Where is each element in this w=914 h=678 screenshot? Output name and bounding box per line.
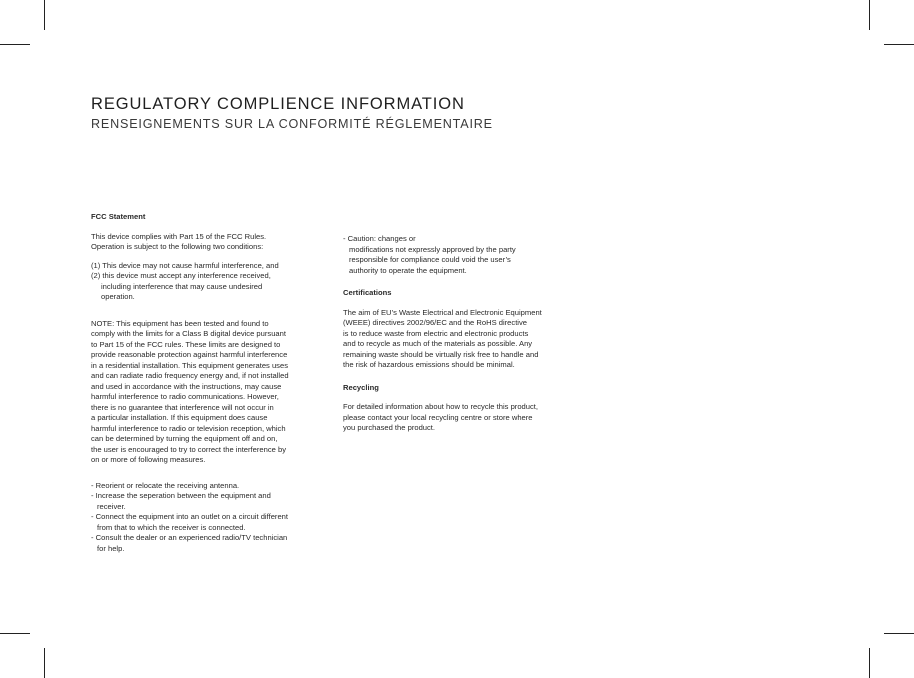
fcc-measure-line: - Increase the seperation between the equipment and: [91, 491, 271, 500]
fcc-note-line: the user is encouraged to try to correct the interference by: [91, 444, 287, 454]
fcc-note-line: a particular installation. If this equipment does cause: [91, 413, 268, 422]
fcc-condition-line: operation.: [101, 292, 135, 301]
caution-line: - Caution: changes or: [343, 234, 416, 243]
crop-mark-top-right-horizontal: [884, 44, 914, 45]
fcc-note-line: there is no guarantee that interference will not occur in: [91, 402, 274, 412]
recycling-line: you purchased the product.: [343, 423, 436, 432]
certifications-line: The aim of EU’s Waste Electrical and Electronic Equipment: [343, 307, 542, 317]
caution-line: responsible for compliance could void the user’s: [349, 255, 511, 264]
fcc-note-line: harmful interference to radio or television reception, which: [91, 423, 286, 433]
crop-mark-bottom-left-vertical: [44, 648, 45, 678]
fcc-note-line: provide reasonable protection against harmful interference: [91, 350, 288, 359]
crop-mark-bottom-left-horizontal: [0, 633, 30, 634]
page-subtitle: RENSEIGNEMENTS SUR LA CONFORMITÉ RÉGLEMENTAIRE: [91, 117, 493, 131]
fcc-note-line: can be determined by turning the equipment off and on,: [91, 434, 278, 443]
page-title: REGULATORY COMPLIENCE INFORMATION: [91, 95, 465, 113]
fcc-measure-line: - Connect the equipment into an outlet on a circuit different: [91, 512, 288, 521]
caution-line: modifications not expressly approved by the party: [349, 244, 516, 254]
fcc-measure-line: from that to which the receiver is connected.: [97, 522, 246, 532]
spacer: [91, 303, 323, 313]
fcc-note-line: and can radiate radio frequency energy and, if not installed: [91, 371, 289, 380]
caution-block: [343, 234, 575, 276]
certifications-text: [343, 308, 575, 371]
caution-line: authority to operate the equipment.: [349, 265, 467, 275]
fcc-condition-line: including interference that may cause undesired: [101, 281, 263, 291]
fcc-note-line: and used in accordance with the instructions, may cause: [91, 381, 282, 391]
crop-mark-bottom-right-horizontal: [884, 633, 914, 634]
fcc-heading: FCC Statement: [91, 212, 146, 221]
fcc-note-line: comply with the limits for a Class B digital device pursuant: [91, 329, 286, 338]
certifications-line: the risk of hazardous emissions should be minimal.: [343, 360, 515, 369]
fcc-measure-line: receiver.: [97, 501, 126, 511]
fcc-intro-line: This device complies with Part 15 of the FCC Rules.: [91, 231, 267, 241]
fcc-conditions: [91, 261, 323, 303]
recycling-line: please contact your local recycling centre or store where: [343, 412, 533, 422]
certifications-line: is to reduce waste from electric and electronic products: [343, 328, 529, 338]
certifications-line: and to recycle as much of the materials as possible. Any: [343, 339, 533, 348]
fcc-column: [91, 212, 323, 554]
certifications-heading: Certifications: [343, 288, 392, 297]
fcc-measure-line: for help.: [97, 543, 125, 553]
certifications-line: remaining waste should be virtually risk free to handle and: [343, 349, 539, 359]
compliance-column: [343, 234, 575, 434]
fcc-note: [91, 319, 323, 466]
recycling-heading: Recycling: [343, 382, 379, 392]
recycling-text: [343, 402, 575, 434]
spacer: [91, 466, 323, 476]
fcc-note-line: to Part 15 of the FCC rules. These limits are designed to: [91, 339, 281, 349]
fcc-intro-line: Operation is subject to the following two conditions:: [91, 242, 264, 251]
crop-mark-bottom-right-vertical: [869, 648, 870, 678]
crop-mark-top-left-horizontal: [0, 44, 30, 45]
fcc-condition-line: (1) This device may not cause harmful interference, and: [91, 260, 279, 270]
recycling-line: For detailed information about how to recycle this product,: [343, 402, 539, 411]
fcc-note-line: NOTE: This equipment has been tested and found to: [91, 318, 269, 328]
fcc-note-line: harmful interference to radio communications. However,: [91, 392, 279, 401]
certifications-line: (WEEE) directives 2002/96/EC and the RoHS directive: [343, 318, 528, 327]
fcc-measures: [91, 481, 323, 555]
fcc-measure-line: - Reorient or relocate the receiving antenna.: [91, 480, 240, 490]
crop-mark-top-left-vertical: [44, 0, 45, 30]
fcc-intro: [91, 232, 323, 253]
fcc-measure-line: - Consult the dealer or an experienced radio/TV technician: [91, 533, 288, 542]
fcc-note-line: in a residential installation. This equipment generates uses: [91, 360, 288, 370]
crop-mark-top-right-vertical: [869, 0, 870, 30]
fcc-condition-line: (2) this device must accept any interference received,: [91, 271, 271, 280]
fcc-note-line: on or more of following measures.: [91, 455, 206, 464]
